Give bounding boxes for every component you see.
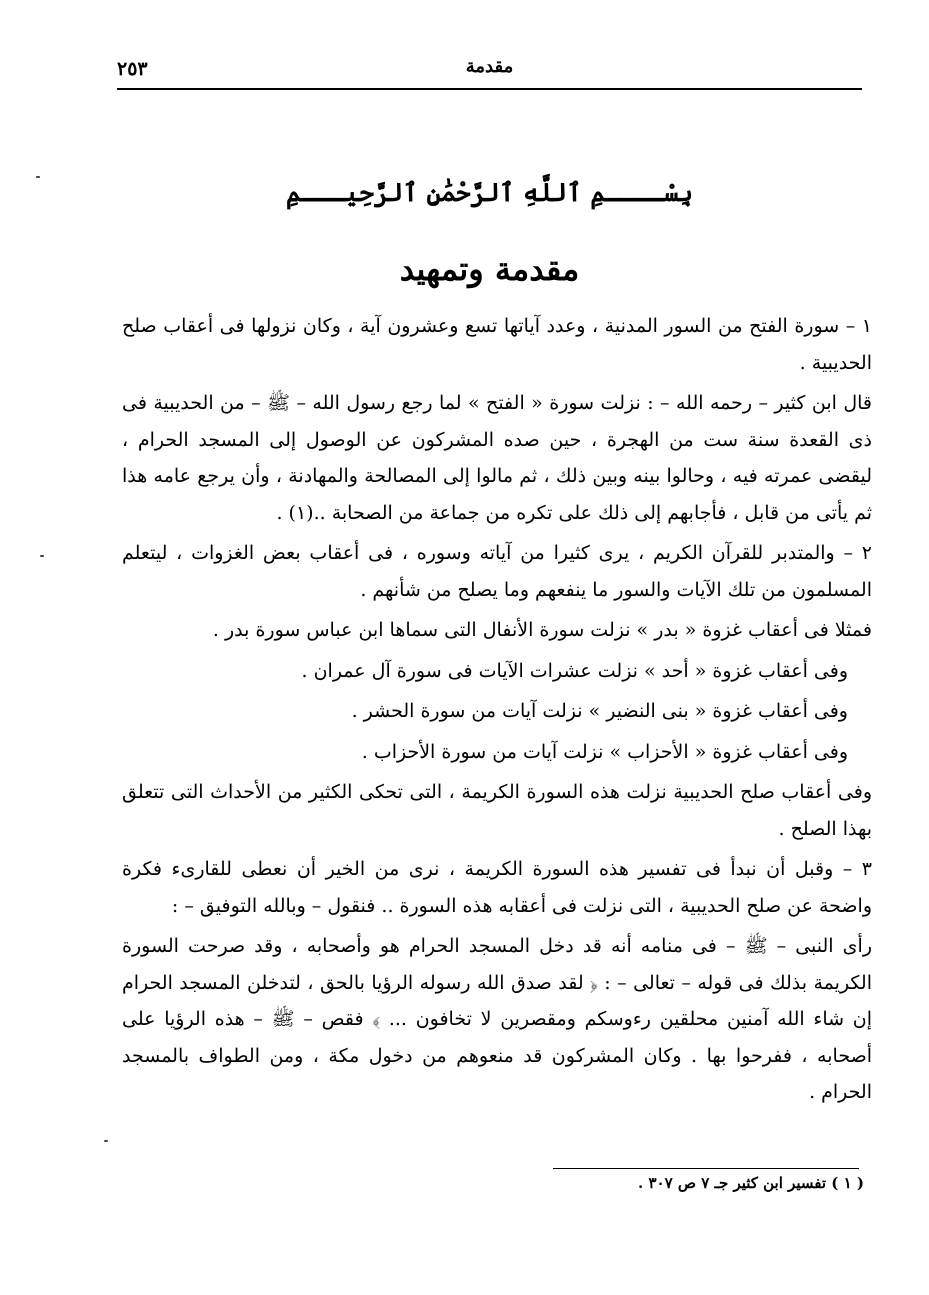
- footnote-rule: [553, 1168, 859, 1169]
- paragraph-7: وفى أعقاب غزوة « الأحزاب » نزلت آيات من سورة الأحزاب .: [361, 740, 848, 763]
- body-text: [122, 308, 872, 1115]
- paragraph-9: ٣ – وقبل أن نبدأ فى تفسير هذه السورة الكريمة ، نرى من الخير أن نعطى للقارىء فكرة واضحة عن صلح الحديبية ، التى نزلت فى أعقابه هذه السورة .. فنقول – وبالله التوفيق – :: [122, 858, 872, 917]
- paragraph-8: وفى أعقاب صلح الحديبية نزلت هذه السورة الكريمة ، التى تحكى الكثير من الأحداث التى تتعلق بهذا الصلح .: [122, 781, 872, 840]
- footnote: ( ١ ) تفسير ابن كثير جـ ٧ ص ٣٠٧ .: [638, 1174, 864, 1192]
- running-head-title: مقدمة: [465, 56, 514, 77]
- basmala: بِسْــــمِ ٱللَّهِ ٱلرَّحْمَٰنِ ٱلرَّحِيـــمِ: [286, 178, 693, 207]
- paragraph-4: فمثلا فى أعقاب غزوة « بدر » نزلت سورة الأنفال التى سماها ابن عباس سورة بدر .: [212, 619, 872, 641]
- scan-speck: [104, 1140, 108, 1142]
- page-number: ٢٥٣: [117, 58, 148, 80]
- paragraph-3: ٢ – والمتدبر للقرآن الكريم ، يرى كثيرا من آياته وسوره ، فى أعقاب بعض الغزوات ، ليتعلم المسلمون من تلك الآيات والسور ما ينفعهم وما يصلح من شأنهم .: [122, 542, 872, 601]
- chapter-title: مقدمة وتمهيد: [399, 250, 580, 288]
- paragraph-6: وفى أعقاب غزوة « بنى النضير » نزلت آيات من سورة الحشر .: [351, 700, 848, 722]
- paragraph-5: وفى أعقاب غزوة « أحد » نزلت عشرات الآيات فى سورة آل عمران .: [301, 659, 848, 682]
- paragraph-2: قال ابن كثير – رحمه الله – : نزلت سورة « الفتح » لما رجع رسول الله – ﷺ – من الحديبية فى ذى القعدة سنة ست من الهجرة ، حين صده المشركون عن الوصول إلى المسجد الحرام ، ليقضى عمرته فيه ، وحالوا بينه وبين ذلك ، ثم مالوا إلى المصالحة والمهادنة ، وأن يرجع عامه هذا ثم يأتى من قابل ، فأجابهم إلى ذلك على تكره من جماعة من الصحابة ..(١) .: [122, 392, 872, 524]
- header-rule: [117, 88, 862, 90]
- running-head: [117, 52, 862, 86]
- scan-speck: [40, 555, 44, 557]
- paragraph-10: رأى النبى – ﷺ – فى منامه أنه قد دخل المسجد الحرام هو وأصحابه ، وقد صرحت السورة الكريمة بذلك فى قوله – تعالى – : ﴿ لقد صدق الله رسوله الرؤيا بالحق ، لتدخلن المسجد الحرام إن شاء الله آمنين محلقين رءوسكم ومقصرين لا تخافون ... ﴾ فقص – ﷺ – هذه الرؤيا على أصحابه ، ففرحوا بها . وكان المشركون قد منعوهم من دخول مكة ، ومن الطواف بالمسجد الحرام .: [122, 935, 872, 1103]
- paragraph-1: ١ – سورة الفتح من السور المدنية ، وعدد آياتها تسع وعشرون آية ، وكان نزولها فى أعقاب صلح الحديبية .: [122, 315, 872, 374]
- scan-speck: [36, 176, 40, 178]
